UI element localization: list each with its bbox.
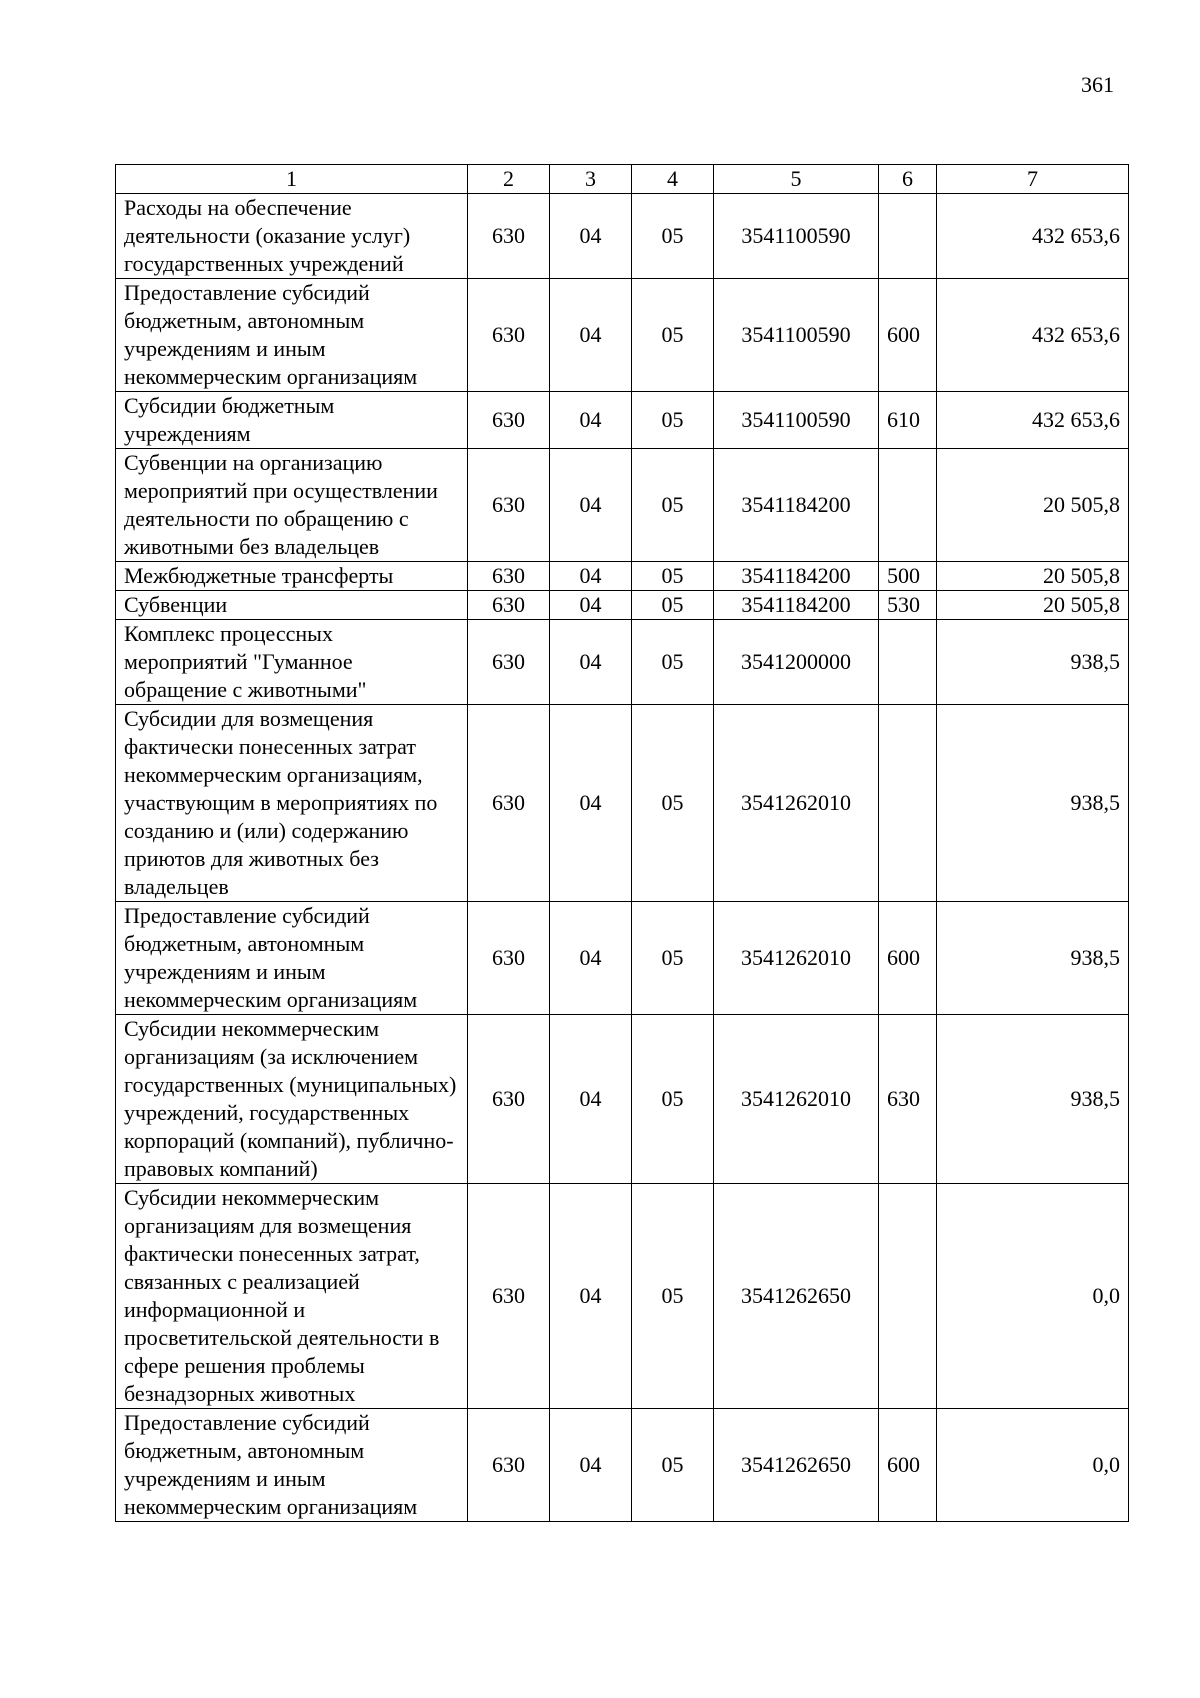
row-grbs: 630 <box>468 449 550 562</box>
row-sum: 432 653,6 <box>937 194 1129 279</box>
row-grbs: 630 <box>468 1409 550 1522</box>
row-pr: 05 <box>632 591 714 620</box>
row-sum: 938,5 <box>937 902 1129 1015</box>
row-name: Субвенции на организацию мероприятий при осуществлении деятельности по обращению с животными без владельцев <box>116 449 468 562</box>
table-row <box>116 620 1129 705</box>
row-grbs: 630 <box>468 620 550 705</box>
row-vr: 600 <box>879 902 937 1015</box>
row-vr: 630 <box>879 1015 937 1184</box>
row-rz: 04 <box>550 279 632 392</box>
row-sum: 938,5 <box>937 1015 1129 1184</box>
row-pr: 05 <box>632 705 714 902</box>
row-sum: 0,0 <box>937 1184 1129 1409</box>
row-grbs: 630 <box>468 591 550 620</box>
row-sum: 20 505,8 <box>937 562 1129 591</box>
page-number: 361 <box>1081 72 1114 97</box>
row-rz: 04 <box>550 449 632 562</box>
row-rz: 04 <box>550 1409 632 1522</box>
row-csr: 3541262650 <box>714 1184 879 1409</box>
table-row <box>116 562 1129 591</box>
table-row <box>116 902 1129 1015</box>
header-col-5: 5 <box>714 165 879 194</box>
row-name: Субвенции <box>116 591 468 620</box>
header-col-6: 6 <box>879 165 937 194</box>
header-col-2: 2 <box>468 165 550 194</box>
row-pr: 05 <box>632 449 714 562</box>
row-grbs: 630 <box>468 1184 550 1409</box>
row-name: Предоставление субсидий бюджетным, автономным учреждениям и иным некоммерческим организациям <box>116 1409 468 1522</box>
table-row <box>116 1184 1129 1409</box>
row-vr <box>879 1184 937 1409</box>
row-name: Субсидии некоммерческим организациям (за исключением государственных (муниципальных) учреждений, государственных корпораций (компаний), публично-правовых компаний) <box>116 1015 468 1184</box>
row-csr: 3541262010 <box>714 902 879 1015</box>
row-vr: 500 <box>879 562 937 591</box>
row-sum: 0,0 <box>937 1409 1129 1522</box>
row-rz: 04 <box>550 562 632 591</box>
row-grbs: 630 <box>468 392 550 449</box>
row-vr: 610 <box>879 392 937 449</box>
row-rz: 04 <box>550 591 632 620</box>
row-sum: 432 653,6 <box>937 279 1129 392</box>
row-sum: 20 505,8 <box>937 449 1129 562</box>
table-row <box>116 705 1129 902</box>
row-sum: 20 505,8 <box>937 591 1129 620</box>
budget-table <box>115 164 1129 1522</box>
row-sum: 938,5 <box>937 620 1129 705</box>
row-csr: 3541100590 <box>714 194 879 279</box>
row-name: Комплекс процессных мероприятий "Гуманное обращение с животными" <box>116 620 468 705</box>
row-csr: 3541262010 <box>714 705 879 902</box>
row-pr: 05 <box>632 562 714 591</box>
header-col-4: 4 <box>632 165 714 194</box>
table-row <box>116 449 1129 562</box>
row-name: Субсидии некоммерческим организациям для возмещения фактически понесенных затрат, связанных с реализацией информационной и просветительской деятельности в сфере решения проблемы безнадзорных животных <box>116 1184 468 1409</box>
row-csr: 3541184200 <box>714 449 879 562</box>
row-grbs: 630 <box>468 194 550 279</box>
row-grbs: 630 <box>468 705 550 902</box>
row-name: Субсидии для возмещения фактически понесенных затрат некоммерческим организациям, участвующим в мероприятиях по созданию и (или) содержанию приютов для животных без владельцев <box>116 705 468 902</box>
table-row <box>116 591 1129 620</box>
table-row <box>116 392 1129 449</box>
row-name: Расходы на обеспечение деятельности (оказание услуг) государственных учреждений <box>116 194 468 279</box>
row-rz: 04 <box>550 1015 632 1184</box>
row-rz: 04 <box>550 1184 632 1409</box>
row-csr: 3541100590 <box>714 392 879 449</box>
row-csr: 3541200000 <box>714 620 879 705</box>
header-col-1: 1 <box>116 165 468 194</box>
row-pr: 05 <box>632 194 714 279</box>
row-vr: 600 <box>879 279 937 392</box>
row-csr: 3541262010 <box>714 1015 879 1184</box>
row-rz: 04 <box>550 392 632 449</box>
table-row <box>116 1409 1129 1522</box>
row-grbs: 630 <box>468 902 550 1015</box>
row-grbs: 630 <box>468 1015 550 1184</box>
header-row <box>116 165 1129 194</box>
row-csr: 3541262650 <box>714 1409 879 1522</box>
row-csr: 3541184200 <box>714 562 879 591</box>
row-vr: 600 <box>879 1409 937 1522</box>
row-rz: 04 <box>550 902 632 1015</box>
row-name: Субсидии бюджетным учреждениям <box>116 392 468 449</box>
row-sum: 432 653,6 <box>937 392 1129 449</box>
row-vr <box>879 194 937 279</box>
row-pr: 05 <box>632 1184 714 1409</box>
row-vr <box>879 449 937 562</box>
row-pr: 05 <box>632 1409 714 1522</box>
row-rz: 04 <box>550 705 632 902</box>
row-grbs: 630 <box>468 279 550 392</box>
row-pr: 05 <box>632 1015 714 1184</box>
row-pr: 05 <box>632 902 714 1015</box>
row-rz: 04 <box>550 194 632 279</box>
table-row <box>116 194 1129 279</box>
table-row <box>116 1015 1129 1184</box>
row-name: Предоставление субсидий бюджетным, автономным учреждениям и иным некоммерческим организациям <box>116 279 468 392</box>
row-vr: 530 <box>879 591 937 620</box>
row-sum: 938,5 <box>937 705 1129 902</box>
row-name: Предоставление субсидий бюджетным, автономным учреждениям и иным некоммерческим организациям <box>116 902 468 1015</box>
row-csr: 3541100590 <box>714 279 879 392</box>
row-grbs: 630 <box>468 562 550 591</box>
row-pr: 05 <box>632 392 714 449</box>
row-pr: 05 <box>632 279 714 392</box>
table-row <box>116 279 1129 392</box>
row-csr: 3541184200 <box>714 591 879 620</box>
row-name: Межбюджетные трансферты <box>116 562 468 591</box>
header-col-3: 3 <box>550 165 632 194</box>
row-vr <box>879 705 937 902</box>
row-rz: 04 <box>550 620 632 705</box>
row-pr: 05 <box>632 620 714 705</box>
header-col-7: 7 <box>937 165 1129 194</box>
row-vr <box>879 620 937 705</box>
